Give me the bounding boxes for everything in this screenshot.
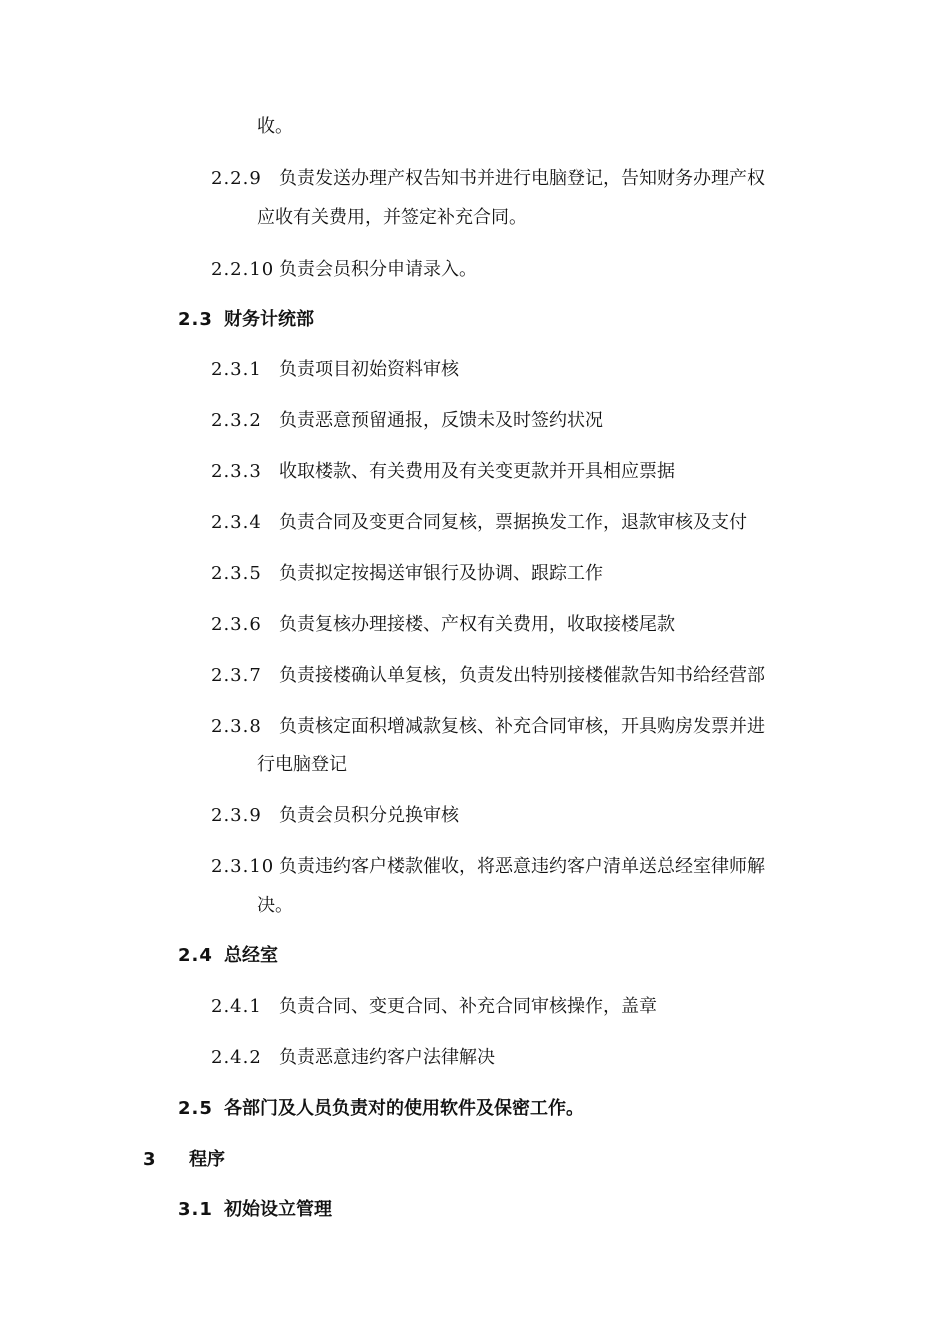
item-number: 2.2.9 — [211, 168, 262, 189]
item-number: 2.3.5 — [211, 563, 262, 584]
section-title: 财务计统部 — [224, 309, 314, 330]
list-item-2-4-2 — [211, 1046, 495, 1070]
section-number: 3.1 — [178, 1199, 213, 1220]
item-text: 负责会员积分申请录入。 — [279, 259, 477, 280]
section-heading-2-4 — [178, 944, 278, 968]
item-number: 2.3.2 — [211, 410, 262, 431]
list-item-2-3-8-cont — [257, 753, 347, 777]
list-item-2-3-9 — [211, 804, 459, 828]
item-number: 2.4.2 — [211, 1047, 262, 1068]
list-item-2-3-7 — [211, 664, 765, 688]
item-text-cont: 行电脑登记 — [257, 754, 347, 775]
section-heading-3-1 — [178, 1198, 332, 1222]
section-heading-2-5 — [178, 1097, 584, 1121]
list-item-2-2-9-cont — [257, 206, 527, 230]
item-text: 负责合同及变更合同复核，票据换发工作，退款审核及支付 — [279, 512, 747, 533]
section-heading-2-3 — [178, 308, 314, 332]
section-title: 初始设立管理 — [224, 1199, 332, 1220]
item-text: 负责发送办理产权告知书并进行电脑登记，告知财务办理产权 — [279, 168, 765, 189]
item-number: 2.3.10 — [211, 856, 275, 877]
section-number: 2.3 — [178, 309, 213, 330]
section-number: 2.4 — [178, 945, 213, 966]
item-number: 2.4.1 — [211, 996, 262, 1017]
item-text: 负责会员积分兑换审核 — [279, 805, 459, 826]
list-item-2-4-1 — [211, 995, 657, 1019]
item-text: 负责接楼确认单复核，负责发出特别接楼催款告知书给经营部 — [279, 665, 765, 686]
item-number: 2.2.10 — [211, 259, 275, 280]
item-text: 负责合同、变更合同、补充合同审核操作，盖章 — [279, 996, 657, 1017]
list-item-2-2-9 — [211, 167, 765, 191]
item-number: 2.3.7 — [211, 665, 262, 686]
item-text: 负责拟定按揭送审银行及协调、跟踪工作 — [279, 563, 603, 584]
item-number: 2.3.1 — [211, 359, 262, 380]
section-title: 程序 — [189, 1149, 225, 1170]
list-item-2-3-5 — [211, 562, 603, 586]
item-text: 负责复核办理接楼、产权有关费用，收取接楼尾款 — [279, 614, 675, 635]
section-title: 各部门及人员负责对的使用软件及保密工作。 — [224, 1098, 584, 1119]
list-item-2-3-2 — [211, 409, 603, 433]
section-number: 3 — [143, 1149, 157, 1170]
paragraph-text: 收。 — [257, 116, 293, 137]
list-item-2-3-8 — [211, 715, 765, 739]
list-item-2-3-4 — [211, 511, 747, 535]
item-text: 负责核定面积增减款复核、补充合同审核，开具购房发票并进 — [279, 716, 765, 737]
section-number: 2.5 — [178, 1098, 213, 1119]
item-text: 负责恶意违约客户法律解决 — [279, 1047, 495, 1068]
item-number: 2.3.9 — [211, 805, 262, 826]
list-item-2-2-10 — [211, 258, 477, 282]
item-text: 负责恶意预留通报，反馈未及时签约状况 — [279, 410, 603, 431]
list-item-2-3-3 — [211, 460, 675, 484]
section-heading-3 — [143, 1148, 225, 1172]
item-number: 2.3.8 — [211, 716, 262, 737]
section-title: 总经室 — [224, 945, 278, 966]
continuation-text — [257, 115, 293, 139]
item-number: 2.3.3 — [211, 461, 262, 482]
list-item-2-3-10 — [211, 855, 765, 879]
item-text: 负责项目初始资料审核 — [279, 359, 459, 380]
item-text-cont: 决。 — [257, 895, 293, 916]
list-item-2-3-1 — [211, 358, 459, 382]
list-item-2-3-10-cont — [257, 894, 293, 918]
list-item-2-3-6 — [211, 613, 675, 637]
item-text-cont: 应收有关费用，并签定补充合同。 — [257, 207, 527, 228]
item-text: 负责违约客户楼款催收，将恶意违约客户清单送总经室律师解 — [279, 856, 765, 877]
item-number: 2.3.6 — [211, 614, 262, 635]
item-text: 收取楼款、有关费用及有关变更款并开具相应票据 — [279, 461, 675, 482]
item-number: 2.3.4 — [211, 512, 262, 533]
